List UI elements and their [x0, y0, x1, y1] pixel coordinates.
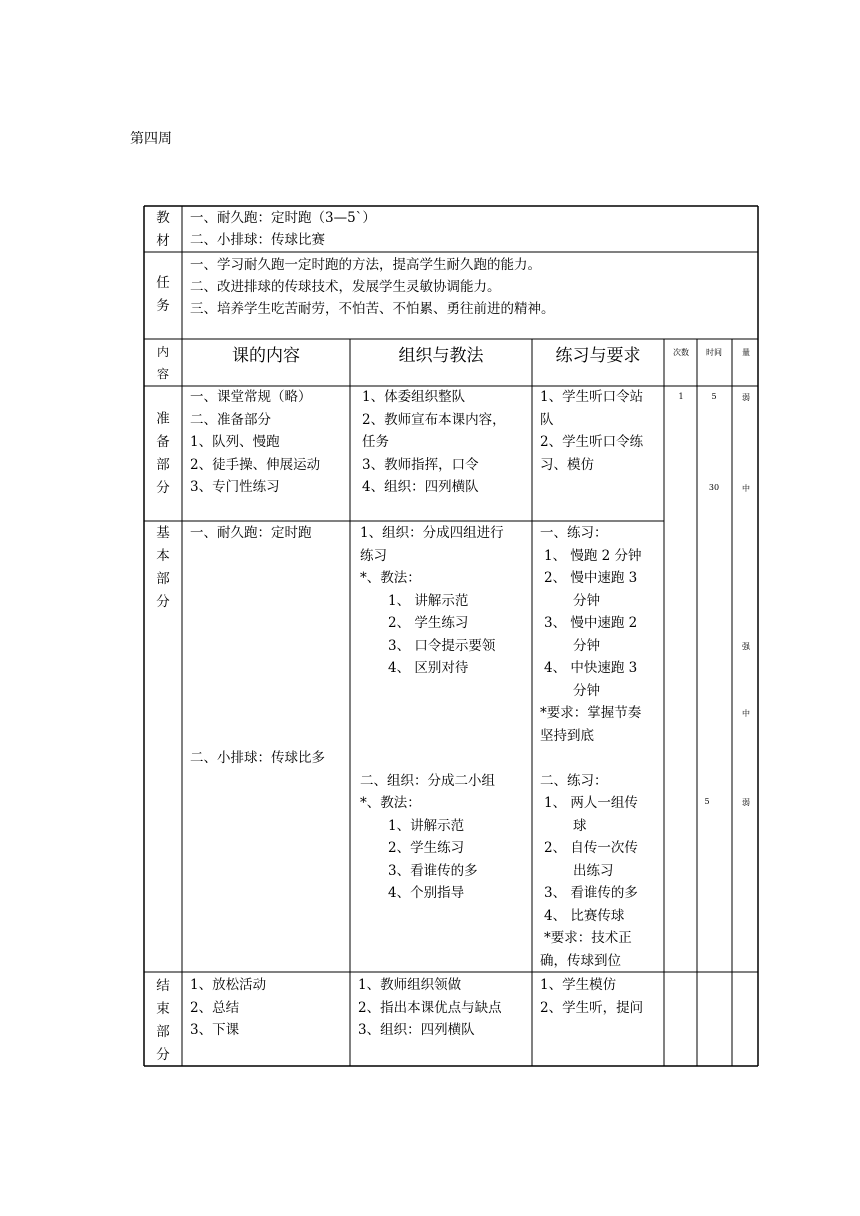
prep-amount-2: 中 — [742, 484, 750, 493]
header-time: 时间 — [706, 348, 722, 357]
header-content: 课的内容 — [232, 346, 300, 366]
tasks-line-2: 二、改进排球的传球技术，发展学生灵敏协调能力。 — [190, 279, 501, 295]
basic-time: 5 — [704, 797, 710, 806]
prep-content-4: 2、徒手操、伸展运动 — [190, 457, 321, 473]
prep-practice-1: 1、学生听口令站 — [540, 389, 644, 405]
basic-practice1-head: 一、练习： — [540, 525, 608, 541]
basic-practice2-6: 4、 比赛传球 — [544, 908, 625, 924]
basic-org2-item-3: 3、看谁传的多 — [388, 863, 478, 879]
basic-org1-2: 练习 — [360, 548, 387, 564]
end-org-3: 3、组织：四列横队 — [358, 1022, 475, 1038]
basic-practice1-4: 3、 慢中速跑 2 — [544, 615, 638, 631]
basic-practice2-5: 3、 看谁传的多 — [544, 885, 638, 901]
prep-content-1: 一、课堂常规（略） — [190, 389, 312, 405]
prep-org-2: 2、教师宣布本课内容， — [362, 412, 506, 428]
header-organization: 组织与教法 — [398, 346, 484, 366]
basic-practice2-3: 2、 自传一次传 — [544, 840, 638, 856]
basic-org1-1: 1、组织：分成四组进行 — [360, 525, 504, 541]
basic-practice1-3: 分钟 — [573, 593, 600, 609]
prep-org-5: 4、组织：四列横队 — [362, 479, 479, 495]
prep-content-5: 3、专门性练习 — [190, 479, 280, 495]
basic-practice1-req-1: *要求：掌握节奏 — [540, 705, 642, 721]
prep-content-2: 二、准备部分 — [190, 412, 271, 428]
header-label: 内 容 — [156, 345, 169, 381]
basic-practice1-1: 1、 慢跑 2 分钟 — [544, 548, 642, 564]
basic-practice2-head: 二、练习： — [540, 773, 608, 789]
end-practice-1: 1、学生模仿 — [540, 977, 617, 993]
prep-content-3: 1、队列、慢跑 — [190, 434, 280, 450]
basic-org2-2: *、教法： — [360, 795, 421, 811]
basic-practice2-req-2: 确，传球到位 — [540, 953, 621, 969]
basic-practice1-req-2: 坚持到底 — [540, 728, 594, 744]
basic-org2-item-2: 2、学生练习 — [388, 840, 465, 856]
prep-label: 准 备 部 分 — [156, 411, 170, 496]
end-practice-2: 2、学生听，提问 — [540, 1000, 644, 1016]
header-practice: 练习与要求 — [555, 346, 641, 366]
basic-org2-item-4: 4、个别指导 — [388, 885, 465, 901]
header-count: 次数 — [673, 348, 689, 357]
basic-content-2: 二、小排球：传球比多 — [190, 750, 325, 766]
basic-practice2-1: 1、 两人一组传 — [544, 795, 638, 811]
prep-amount-1: 弱 — [742, 393, 750, 402]
prep-org-1: 1、体委组织整队 — [362, 389, 466, 405]
prep-org-4: 3、教师指挥，口令 — [362, 457, 479, 473]
end-content-3: 3、下课 — [190, 1022, 240, 1038]
materials-line-2: 二、小排球：传球比赛 — [190, 232, 325, 248]
basic-amount-2: 中 — [742, 709, 750, 718]
basic-amount-1: 强 — [742, 642, 750, 651]
prep-time-2: 30 — [708, 483, 720, 492]
basic-content-1: 一、耐久跑：定时跑 — [190, 525, 312, 541]
end-content-1: 1、放松活动 — [190, 977, 267, 993]
end-label: 结 束 部 分 — [156, 978, 170, 1063]
tasks-label: 任 务 — [156, 275, 170, 314]
end-org-2: 2、指出本课优点与缺点 — [358, 1000, 502, 1016]
prep-org-3: 任务 — [362, 434, 389, 450]
basic-org1-item-4: 4、 区别对待 — [388, 660, 469, 676]
materials-label: 教 材 — [156, 210, 170, 249]
prep-practice-4: 习、模仿 — [540, 457, 594, 473]
end-org-1: 1、教师组织领做 — [358, 977, 462, 993]
prep-practice-2: 队 — [540, 412, 554, 428]
basic-practice1-6: 4、 中快速跑 3 — [544, 660, 638, 676]
basic-label: 基 本 部 分 — [156, 525, 170, 610]
tasks-line-1: 一、学习耐久跑一定时跑的方法，提高学生耐久跑的能力。 — [190, 257, 541, 273]
basic-org2-1: 二、组织：分成二小组 — [360, 773, 495, 789]
basic-practice1-5: 分钟 — [573, 638, 600, 654]
basic-amount-3: 弱 — [742, 798, 750, 807]
end-content-2: 2、总结 — [190, 1000, 240, 1016]
basic-org1-item-1: 1、 讲解示范 — [388, 593, 469, 609]
prep-time-1: 5 — [711, 392, 717, 401]
prep-count: 1 — [678, 392, 684, 401]
prep-practice-3: 2、学生听口令练 — [540, 434, 644, 450]
header-amount: 量 — [742, 348, 750, 357]
basic-practice1-7: 分钟 — [573, 683, 600, 699]
basic-org1-item-2: 2、 学生练习 — [388, 615, 469, 631]
tasks-line-3: 三、培养学生吃苦耐劳，不怕苦、不怕累、勇往前进的精神。 — [190, 301, 555, 317]
week-title: 第四周 — [130, 131, 172, 147]
basic-practice2-2: 球 — [573, 818, 587, 834]
basic-practice2-req-1: *要求：技术正 — [544, 930, 632, 946]
basic-practice2-4: 出练习 — [573, 863, 614, 879]
basic-org1-item-3: 3、 口令提示要领 — [388, 638, 496, 654]
materials-line-1: 一、耐久跑：定时跑（3—5`） — [190, 210, 376, 226]
basic-practice1-2: 2、 慢中速跑 3 — [544, 570, 638, 586]
basic-org2-item-1: 1、讲解示范 — [388, 818, 465, 834]
basic-org1-3: *、教法： — [360, 570, 421, 586]
